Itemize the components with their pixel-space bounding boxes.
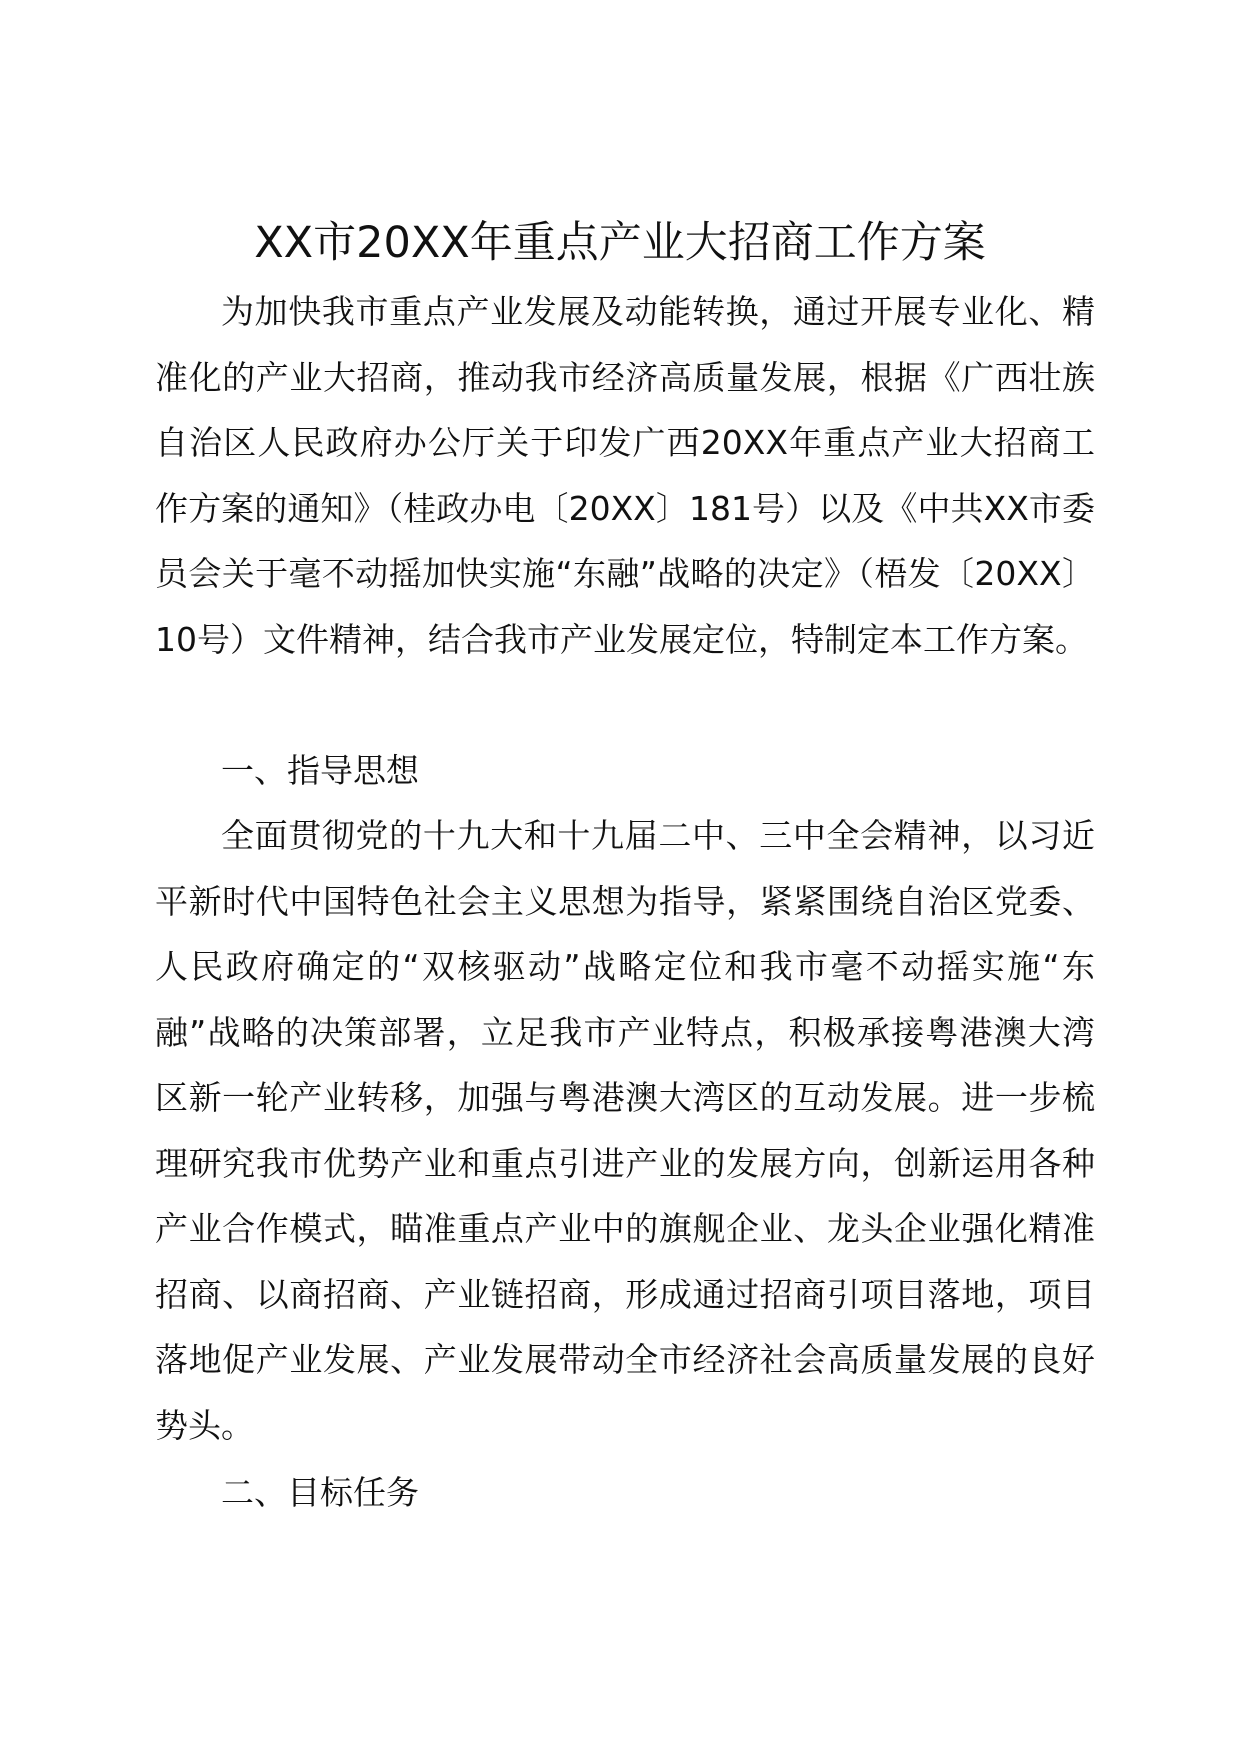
intro-paragraph: 为加快我市重点产业发展及动能转换，通过开展专业化、精准化的产业大招商，推动我市经济高质量发展，根据《广西壮族自治区人民政府办公厅关于印发广西20XX年重点产业大招商工作方案的通知》（桂政办电〔20XX〕181号）以及《中共XX市委员会关于毫不动摇加快实施“东融”战略的决定》（梧发〔20XX〕10号）文件精神，结合我市产业发展定位，特制定本工作方案。	[155, 292, 1095, 659]
section-heading-goals-tasks: 二、目标任务	[221, 1473, 419, 1512]
section-heading-guiding-ideology: 一、指导思想	[221, 751, 419, 790]
guiding-ideology-paragraph: 全面贯彻党的十九大和十九届二中、三中全会精神，以习近平新时代中国特色社会主义思想为指导，紧紧围绕自治区党委、人民政府确定的“双核驱动”战略定位和我市毫不动摇实施“东融”战略的决策部署，立足我市产业特点，积极承接粤港澳大湾区新一轮产业转移，加强与粤港澳大湾区的互动发展。进一步梳理研究我市优势产业和重点引进产业的发展方向，创新运用各种产业合作模式，瞄准重点产业中的旗舰企业、龙头企业强化精准招商、以商招商、产业链招商，形成通过招商引项目落地，项目落地促产业发展、产业发展带动全市经济社会高质量发展的良好势头。	[155, 816, 1095, 1445]
document-title: XX市20XX年重点产业大招商工作方案	[254, 218, 986, 268]
